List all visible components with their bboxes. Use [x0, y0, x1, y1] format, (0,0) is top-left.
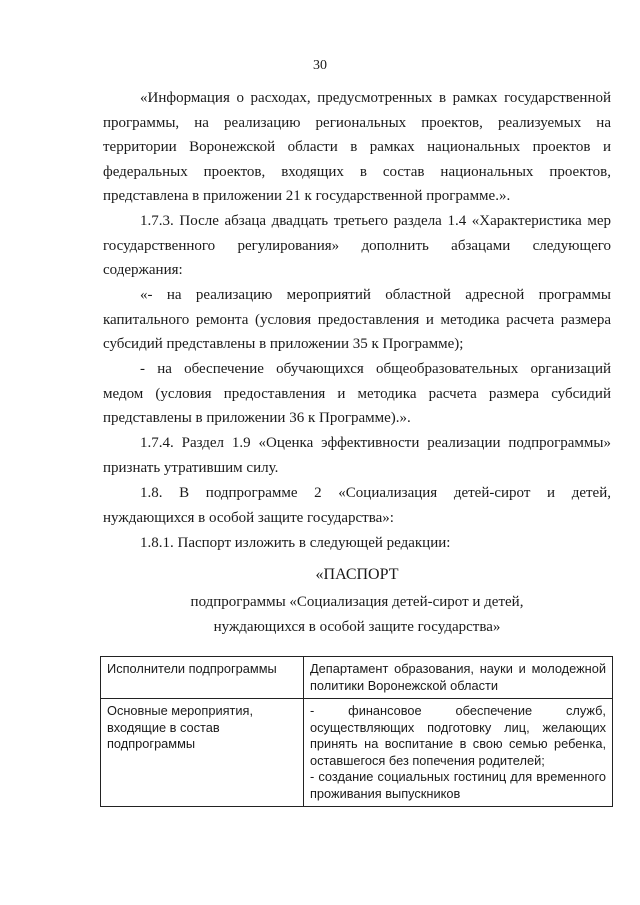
- passport-subtitle-line-1: подпрограммы «Социализация детей-сирот и детей,: [190, 594, 524, 610]
- paragraph-1-8-1: 1.8.1. Паспорт изложить в следующей редакции:: [140, 535, 451, 551]
- paragraph-1-7-3: 1.7.3. После абзаца двадцать третьего раздела 1.4 «Характеристика мер государственного регулирования» дополнить абзацами следующего содержания:: [103, 213, 611, 278]
- paragraph-honey-provision: - на обеспечение обучающихся общеобразовательных организаций медом (условия предоставления и методика расчета размера субсидий представлены в приложении 36 к Программе).».: [103, 361, 611, 426]
- paragraph-info-expenses: «Информация о расходах, предусмотренных в рамках государственной программы, на реализацию региональных проектов, реализуемых на территории Воронежской области в рамках национальных проектов и федеральных проектов, входящих в состав национальных проектов, представлена в приложении 21 к государственной программе.».: [103, 90, 611, 204]
- row-value-line: - создание социальных гостиниц для временного проживания выпускников: [310, 769, 606, 801]
- row-value: [304, 699, 613, 807]
- row-label: Основные мероприятия, входящие в состав подпрограммы: [101, 699, 304, 807]
- passport-title: «ПАСПОРТ: [315, 566, 399, 583]
- table-row: [101, 657, 613, 699]
- passport-table: [100, 656, 613, 807]
- paragraph-capital-repair: «- на реализацию мероприятий областной адресной программы капитального ремонта (условия предоставления и методика расчета размера субсидий представлены в приложении 35 к Программе);: [103, 287, 611, 352]
- row-label: Исполнители подпрограммы: [101, 657, 304, 699]
- row-value-line: Департамент образования, науки и молодежной политики Воронежской области: [310, 661, 606, 693]
- passport-subtitle-line-2: нуждающихся в особой защите государства»: [213, 619, 501, 635]
- paragraph-1-7-4: 1.7.4. Раздел 1.9 «Оценка эффективности реализации подпрограммы» признать утратившим силу.: [103, 435, 611, 476]
- row-value-line: - финансовое обеспечение служб, осуществляющих подготовку лиц, желающих принять на воспитание в свою семью ребенка, оставшегося без попечения родителей;: [310, 703, 606, 768]
- row-value: [304, 657, 613, 699]
- paragraph-1-8: 1.8. В подпрограмме 2 «Социализация детей-сирот и детей, нуждающихся в особой защите государства»:: [103, 485, 611, 526]
- page-number: 30: [313, 58, 327, 73]
- table-row: [101, 699, 613, 807]
